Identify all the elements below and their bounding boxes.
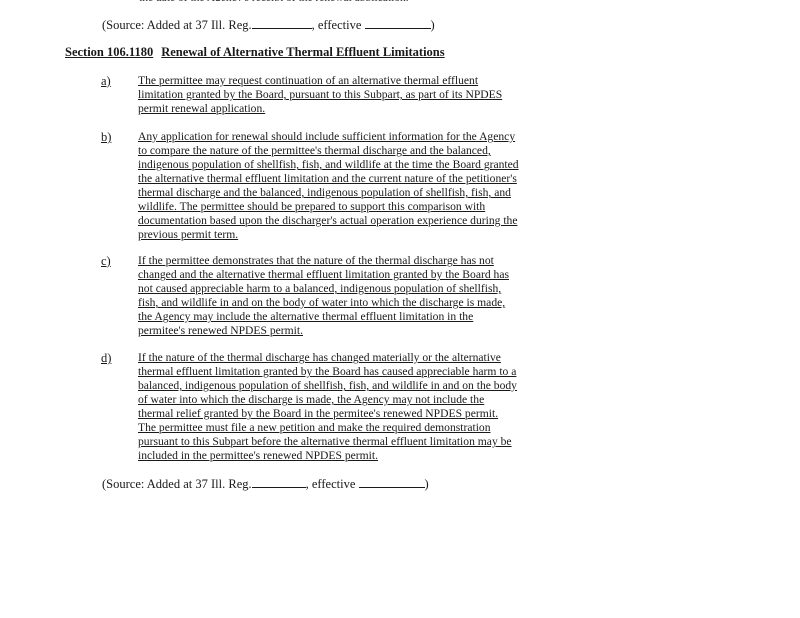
item-line: pursuant to this Subpart before the alternative thermal effluent limitation may be	[138, 435, 512, 448]
source-note-bottom	[102, 476, 429, 492]
item-label: b)	[101, 130, 112, 144]
section-title: Renewal of Alternative Thermal Effluent Limitations	[161, 45, 445, 59]
source-middle: , effective	[311, 18, 362, 32]
item-line: the alternative thermal effluent limitation and the current nature of the petitioner's	[138, 172, 517, 185]
item-line: The permittee may request continuation of an alternative thermal effluent	[138, 74, 479, 87]
source-suffix: )	[430, 18, 435, 32]
item-line: thermal effluent limitation granted by the Board has caused appreciable harm to a	[138, 365, 517, 378]
item-line: thermal discharge and the balanced, indigenous population of shellfish, fish, and	[138, 186, 511, 199]
source-suffix: )	[424, 477, 429, 491]
register-blank	[252, 476, 306, 488]
effective-date-blank	[365, 17, 431, 29]
item-label: d)	[101, 351, 112, 365]
item-line: included in the permittee's renewed NPDES permit.	[138, 449, 379, 462]
item-line: the Agency may include the alternative thermal effluent limitation in the	[138, 310, 474, 323]
item-line: of water into which the discharge is made, the Agency may not include the	[138, 393, 485, 406]
item-line: documentation based upon the discharger's actual operation experience during the	[138, 214, 518, 227]
item-line: If the nature of the thermal discharge has changed materially or the alternative	[138, 351, 501, 364]
item-line: changed and the alternative thermal effluent limitation granted by the Board has	[138, 268, 509, 281]
register-blank	[252, 17, 312, 29]
item-line: previous permit term.	[138, 228, 239, 241]
section-heading	[65, 45, 445, 60]
item-line: If the permittee demonstrates that the nature of the thermal discharge has not	[138, 254, 494, 267]
previous-section-text-fragment	[139, 0, 499, 1]
item-line: permitee's renewed NPDES permit.	[138, 324, 304, 337]
section-number: Section 106.1180	[65, 45, 154, 59]
source-prefix: (Source: Added at 37 Ill. Reg.	[102, 18, 252, 32]
effective-date-blank	[359, 476, 425, 488]
item-line: to compare the nature of the permittee's thermal discharge and the balanced,	[138, 144, 491, 157]
source-prefix: (Source: Added at 37 Ill. Reg.	[102, 477, 252, 491]
item-label: c)	[101, 254, 111, 268]
item-label: a)	[101, 74, 111, 88]
item-line: Any application for renewal should include sufficient information for the Agency	[138, 130, 516, 143]
source-middle: , effective	[305, 477, 356, 491]
item-line: not caused appreciable harm to a balanced, indigenous population of shellfish,	[138, 282, 502, 295]
item-line: The permittee must file a new petition and make the required demonstration	[138, 421, 491, 434]
item-line: permit renewal application.	[138, 102, 266, 115]
source-note-top	[102, 17, 435, 33]
item-line: thermal relief granted by the Board in the permitee's renewed NPDES permit.	[138, 407, 499, 420]
item-line: limitation granted by the Board, pursuant to this Subpart, as part of its NPDES	[138, 88, 503, 101]
item-line: indigenous population of shellfish, fish, and wildlife at the time the Board granted	[138, 158, 519, 171]
item-line: balanced, indigenous population of shellfish, fish, and wildlife in and on the body	[138, 379, 517, 392]
item-line: fish, and wildlife in and on the body of water into which the discharge is made,	[138, 296, 506, 309]
item-line: wildlife. The permittee should be prepared to support this comparison with	[138, 200, 486, 213]
